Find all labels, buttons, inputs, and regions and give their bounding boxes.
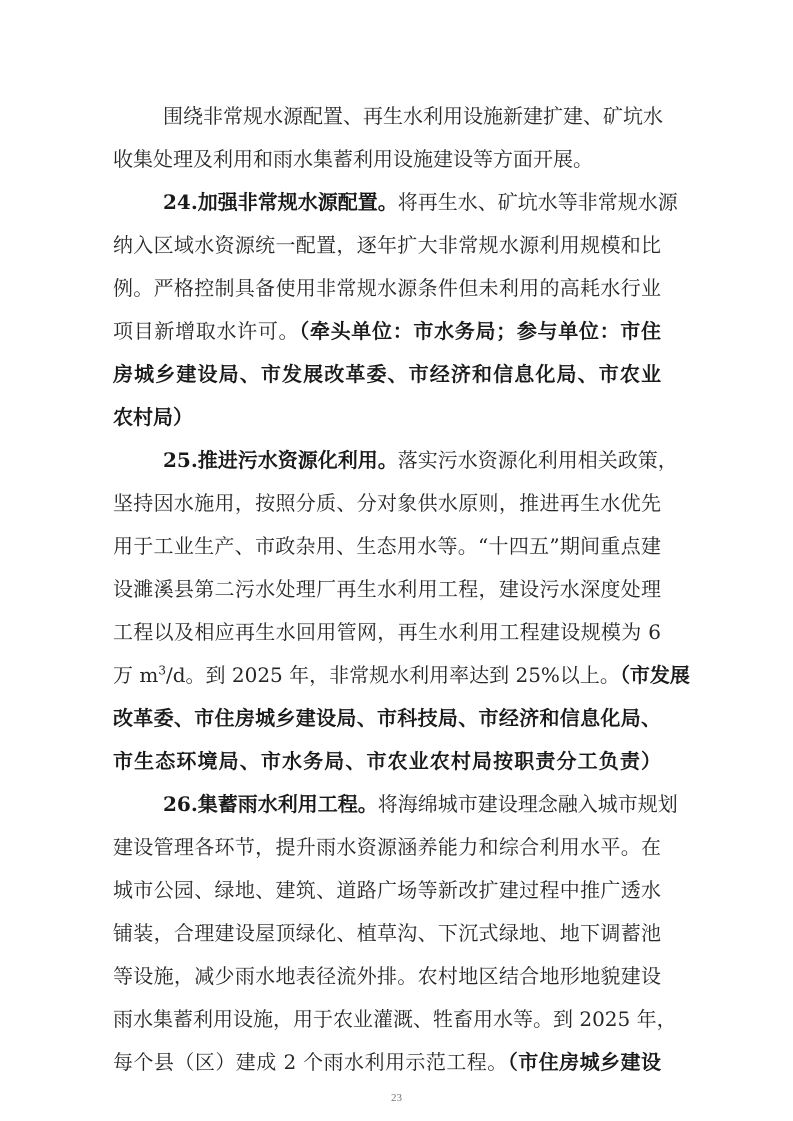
paragraph-line: 设濉溪县第二污水处理厂再生水利用工程，建设污水深度处理 [113, 577, 661, 601]
responsibility-line: 市生态环境局、市水务局、市农业农村局按职责分工负责） [113, 749, 661, 773]
paragraph-line: 项目新增取水许可。（牵头单位：市水务局；参与单位：市住 [113, 319, 662, 343]
heading-24: 24.加强非常规水源配置。 [163, 190, 398, 214]
paragraph-line: 用于工业生产、市政杂用、生态用水等。“十四五”期间重点建 [113, 534, 661, 558]
responsibility-note: （市发展 [619, 663, 690, 687]
paragraph-line: 坚持因水施用，按照分质、分对象供水原则，推进再生水优先 [113, 491, 661, 515]
responsibility-note: （牵头单位：市水务局；参与单位：市住 [299, 319, 662, 343]
paragraph-line: 铺装，合理建设屋顶绿化、植草沟、下沉式绿地、地下调蓄池 [113, 921, 661, 945]
section-26-line: 26.集蓄雨水利用工程。将海绵城市建设理念融入城市规划 [163, 792, 678, 816]
page-number: 23 [391, 1092, 402, 1104]
paragraph-line: 万 $m^3/d$。到 2025 年，非常规水利用率达到 25%以上。（市发展 [113, 663, 690, 687]
heading-26: 26.集蓄雨水利用工程。 [163, 792, 378, 816]
paragraph-line: 雨水集蓄利用设施，用于农业灌溉、牲畜用水等。到 2025 年， [113, 1007, 677, 1031]
paragraph-line: 等设施，减少雨水地表径流外排。农村地区结合地形地貌建设 [113, 964, 661, 988]
responsibility-line: 房城乡建设局、市发展改革委、市经济和信息化局、市农业 [113, 362, 661, 386]
heading-25: 25.推进污水资源化利用。 [163, 448, 398, 472]
paragraph-line: 建设管理各环节，提升雨水资源涵养能力和综合利用水平。在 [113, 835, 661, 859]
superscript: 3 [158, 663, 166, 678]
responsibility-note: （市住房城乡建设 [507, 1050, 661, 1074]
responsibility-line: 改革委、市住房城乡建设局、市科技局、市经济和信息化局、 [113, 706, 661, 730]
paragraph-line: 城市公园、绿地、建筑、道路广场等新改扩建过程中推广透水 [113, 878, 661, 902]
paragraph-line: 工程以及相应再生水回用管网，再生水利用工程建设规模为 6 [113, 620, 661, 644]
section-25-line: 25.推进污水资源化利用。落实污水资源化利用相关政策， [163, 448, 678, 472]
paragraph-line: 例。严格控制具备使用非常规水源条件但未利用的高耗水行业 [113, 276, 661, 300]
paragraph-line: 收集处理及利用和雨水集蓄利用设施建设等方面开展。 [113, 147, 593, 171]
paragraph-line: 围绕非常规水源配置、再生水利用设施新建扩建、矿坑水 [163, 104, 663, 128]
responsibility-line: 农村局） [113, 405, 193, 429]
paragraph-line: 每个县（区）建成 2 个雨水利用示范工程。（市住房城乡建设 [113, 1050, 661, 1074]
paragraph-line: 纳入区域水资源统一配置，逐年扩大非常规水源利用规模和比 [113, 233, 661, 257]
section-24-line: 24.加强非常规水源配置。将再生水、矿坑水等非常规水源 [163, 190, 678, 214]
